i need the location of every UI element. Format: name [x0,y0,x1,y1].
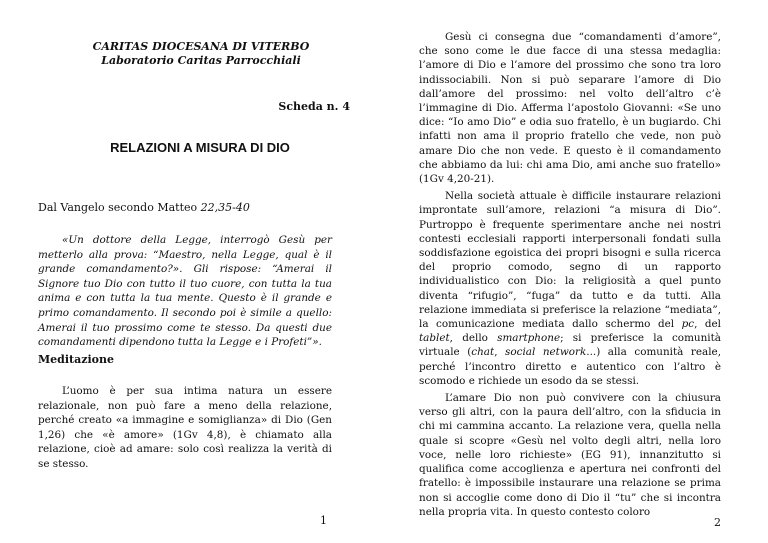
gospel-quote [38,233,332,350]
society-text-e: , [494,346,506,359]
paragraph-society [419,189,721,388]
society-text-a: Nella società attuale è difficile instaurare relazioni improntate sull’amore, relazioni “a misura di Dio”. Purtroppo è frequente sperimentare anche nei nostri contesti ecclesiali rapporti interpersonali fondati sulla soddisfazione egoistica dei propri bisogni e sulla ricerca del proprio comodo, segno di un rapporto individualistico con Dio: la religiosità a quel punto diventa “rifugio”, “fuga” da tutto e da tutti. Alla relazione immediata si preferisce la relazione “mediata”, la comunicazione mediata dallo schermo del [419,190,721,331]
meditation-paragraph: L’uomo è per sua intima natura un essere relazionale, non può fare a meno della relazione, perché creato «a immagine e somiglianza» di Dio (Gen 1,26) che «è amore» (1Gv 4,8), è chiamato alla relazione, cioè ad amare: solo così realizza la verità di se stesso. [38,385,332,470]
society-text-c: , dello [449,332,498,345]
paragraph-loving-god: L’amare Dio non può convivere con la chiusura verso gli altri, con la paura dell’altro, con la sfiducia in chi mi cammina accanto. La relazione vera, quella nella quale si scopre «Gesù nel volto degli altri, nella loro voce, nelle loro richieste» (EG 91), innanzitutto si qualifica come accoglienza e apertura nei confronti del fratello: è impossibile instaurare una relazione se prima non si accoglie come dono di Dio il “tu” che si incontra nella propria vita. In questo contesto coloro [419,392,721,518]
page-number-right: 2 [714,516,721,529]
society-pc: pc [681,318,695,331]
society-tablet: tablet [419,332,450,345]
gospel-source-reference: 22,35-40 [200,201,250,214]
header-laboratory-name: Laboratorio Caritas Parrocchiali [101,54,301,67]
society-smartphone: smartphone [497,332,561,345]
page-title: RELAZIONI A MISURA DI DIO [110,140,290,155]
society-text-b: , del [694,318,721,331]
right-page [384,0,768,543]
society-social-network: social network [505,346,587,359]
meditation-body [38,384,332,472]
organization-header [52,40,350,68]
paragraph-commandments: Gesù ci consegna due “comandamenti d’amore”, che sono come le due facce di una stessa medaglia: l’amore di Dio e l’amore del prossimo che sono tra loro indissociabili. Non si può separare l’amore di Dio dall’amore del prossimo: nel volto dell’altro c’è l’immagine di Dio. Afferma l’apostolo Giovanni: «Se uno dice: “Io amo Dio” e odia suo fratello, è un bugiardo. Chi infatti non ama il proprio fratello che vede, non può amare Dio che non vede. E questo è il comandamento che abbiamo da lui: chi ama Dio, ami anche suo fratello» (1Gv 4,20-21). [419,31,721,186]
scheda-number: Scheda n. 4 [278,100,350,113]
society-text-f: ...) alla comunità reale, perché l’incontro diretto e autentico con l’altro è scomodo e richiede un esodo da se stessi. [419,346,722,387]
society-text-d: ; si preferisce la comunità virtuale ( [419,332,721,359]
gospel-source [38,201,338,215]
meditation-heading: Meditazione [38,353,115,366]
gospel-quote-text: «Un dottore della Legge, interrogò Gesù per metterlo alla prova: “Maestro, nella Legge, qual è il grande comandamento?». Gli rispose: “Amerai il Signore tuo Dio con tutto il tuo cuore, con tutta la tua anima e con tutta la tua mente. Questo è il grande e primo comandamento. Il secondo poi è simile a quello: Amerai il tuo prossimo come te stesso. Da questi due comandamenti dipendono tutta la Legge e i Profeti”». [38,234,332,349]
gospel-source-text: Dal Vangelo secondo Matteo [38,201,201,214]
header-organization-name: CARITAS DIOCESANA DI VITERBO [92,40,310,53]
page-number-left: 1 [320,514,327,527]
right-column-text [419,30,721,522]
society-chat: chat [471,346,495,359]
